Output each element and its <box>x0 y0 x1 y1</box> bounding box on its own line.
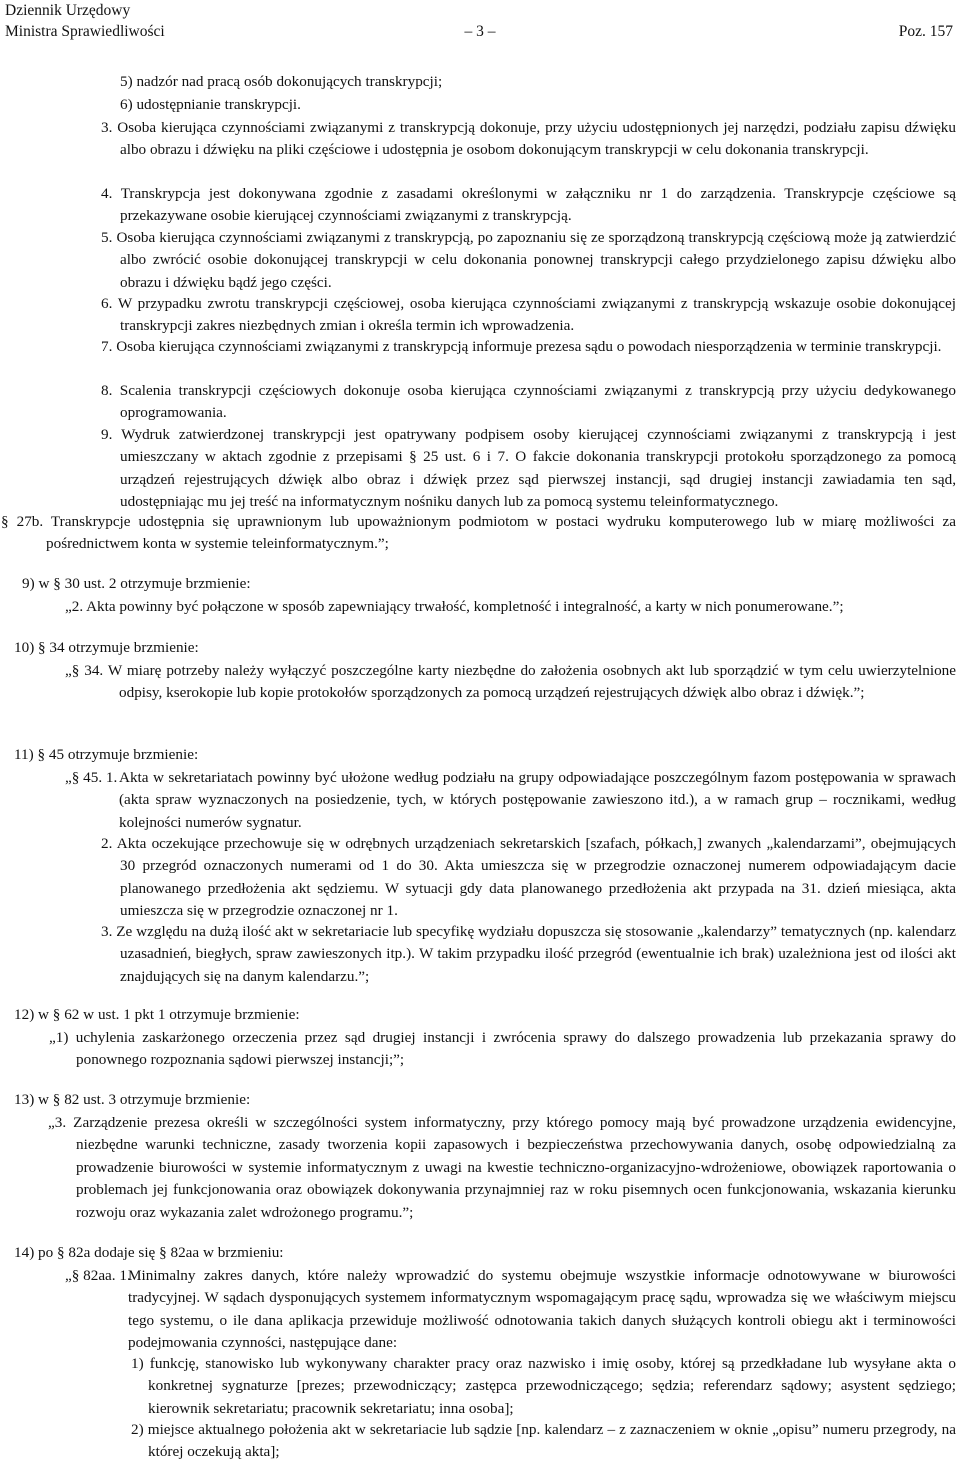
paragraph-6: 6. W przypadku zwrotu transkrypcji częściowej, osoba kierująca czynnościami związanymi z transkrypcją wskazuje osobie dokonującej transkrypcji zakres niezbędnych zmian i określa termin ich wprowadzenia. <box>101 295 956 335</box>
paragraph-7: 7. Osoba kierująca czynnościami związanymi z transkrypcją informuje prezesa sądu o powodach niesporządzenia w terminie transkrypcji. <box>101 338 942 355</box>
paragraph-9: 9. Wydruk zatwierdzonej transkrypcji jest opatrywany podpisem osoby kierującej czynnościami związanymi z transkrypcją i jest umieszczany w aktach zgodnie z przepisami § 25 ust. 6 i 7. O fakcie dokonania transkrypcji protokołu sporządzonego za pomocą urządzeń rejestrujących dźwięk albo obraz i dźwięk przez sąd pierwszej instancji, sąd drugiej instancji zawiadamia ten sąd, udostępniając mu jej treść na informatycznym nośniku danych lub za pomocą systemu teleinformatycznego. <box>101 426 956 511</box>
amendment-11-point-1: Akta w sekretariatach powinny być ułożone według podziału na grupy odpowiadające poszczególnym fazom postępowania w sprawach (akta spraw wyznaczonych na posiedzenie, tych, w których postępowanie zawieszono itd.), a w ramach grup – rocznikami, według kolejności numerów sygnatur. <box>119 769 956 831</box>
amendment-14-lead: „§ 82aa. 1. <box>65 1267 131 1284</box>
amendment-9-text: „2. Akta powinny być połączone w sposób zapewniający trwałość, kompletność i integralność, a karty w nich ponumerowane.”; <box>65 598 844 615</box>
amendment-14-heading: 14) po § 82a dodaje się § 82aa w brzmieniu: <box>14 1244 284 1261</box>
amendment-12-text: „1) uchylenia zaskarżonego orzeczenia przez sąd drugiej instancji i zwrócenia sprawy do dalszego prowadzenia lub przekazania sprawy do ponownego rozpoznania sądowi pierwszej instancji;”; <box>49 1029 956 1069</box>
paragraph-4: 4. Transkrypcja jest dokonywana zgodnie z zasadami określonymi w załączniku nr 1 do zarządzenia. Transkrypcje częściowe są przekazywane osobie kierującej czynnościami związanymi z transkrypcją. <box>101 185 956 225</box>
amendment-14-subpoint-2: 2) miejsce aktualnego położenia akt w sekretariacie lub sądzie [np. kalendarz – z zaznaczeniem w oknie „opisu” numeru przegrody, na której oczekują akta]; <box>131 1421 956 1461</box>
amendment-9-heading: 9) w § 30 ust. 2 otrzymuje brzmienie: <box>22 575 251 592</box>
amendment-14-point-1-first: Minimalny zakres danych, które należy wprowadzić do systemu obejmuje wszystkie informacje odnotowywane w biurowości tradycyjnej. W sądach dysponujących systemem informatycznym wspomagającym pracę sądu, wprowadza się we właściwym miejscu tego systemu, o ile dana aplikacja przewiduje możliwość odnotowania takich danych służących kontroli obiegu akt i terminowości podejmowania czynności, następujące dane: <box>128 1267 956 1352</box>
amendment-11-point-2: 2. Akta oczekujące przechowuje się w odrębnych urządzeniach sekretarskich [szafach, półkach,] zwanych „kalendarzami”, obejmujących 30 przegród oznaczonych numerami od 1 do 30. Akta umieszcza się w przegrodzie oznaczonej numerem odpowiadającym dacie planowanego przedłożenia akt sędziemu. W sytuacji gdy data planowanego przedłożenia akt przypada na 31. dzień miesiąca, akta umieszcza się w przegrodzie oznaczonej nr 1. <box>101 835 956 920</box>
amendment-10-heading: 10) § 34 otrzymuje brzmienie: <box>14 639 199 656</box>
page-number: – 3 – <box>464 23 496 40</box>
page-header <box>5 0 955 44</box>
paragraph-8: 8. Scalenia transkrypcji częściowych dokonuje osoba kierująca czynnościami związanymi z transkrypcją przy użyciu dedykowanego oprogramowania. <box>101 382 956 422</box>
paragraph-5: 5. Osoba kierująca czynnościami związanymi z transkrypcją, po zapoznaniu się ze sporządzoną transkrypcją częściową może ją zatwierdzić albo zwrócić osobie dokonującej transkrypcji w celu dokonania ponownej transkrypcji całego przydzielonego zapisu dźwięku albo obrazu i dźwięku bądź jego części. <box>101 229 956 291</box>
item-5: 5) nadzór nad pracą osób dokonujących transkrypcji; <box>120 73 443 90</box>
amendment-13-heading: 13) w § 82 ust. 3 otrzymuje brzmienie: <box>14 1091 251 1108</box>
amendment-13-text: „3. Zarządzenie prezesa określi w szczególności system informatyczny, przy którego pomocy mają być prowadzone urządzenia ewidencyjne, niezbędne warunki techniczne, zasady tworzenia kopii zapasowych i bezpieczeństwa przechowywania danych, osobę odpowiedzialną za prowadzenie biurowości w systemie informatycznym z uwagi na kwestie techniczno-organizacyjno-wdrożeniowe, obowiązek raportowania o problemach jej funkcjonowania oraz obowiązek dokonywania przynajmniej raz w roku pisemnych ocen funkcjonowania, wskazania kierunku rozwoju oraz wykazania zalet wdrożonego programu.”; <box>48 1114 956 1221</box>
amendment-10-text: „§ 34. W miarę potrzeby należy wyłączyć poszczególne karty niezbędne do założenia osobnych akt lub sporządzić w tym celu uwierzytelnione odpisy, kserokopie lub kopie protokołów sporządzonych za pomocą urządzeń rejestrujących dźwięk albo obraz i dźwięk.”; <box>65 662 956 702</box>
amendment-11-heading: 11) § 45 otrzymuje brzmienie: <box>14 746 199 763</box>
publication-title: Dziennik Urzędowy <box>5 2 131 19</box>
amendment-12-heading: 12) w § 62 w ust. 1 pkt 1 otrzymuje brzmienie: <box>14 1006 300 1023</box>
position-number: Poz. 157 <box>898 23 953 40</box>
paragraph-3: 3. Osoba kierująca czynnościami związanymi z transkrypcją dokonuje, przy użyciu udostępnionych jej narzędzi, podziału zapisu dźwięku albo obrazu i dźwięku na pliki częściowe i udostępnia je osobom dokonującym transkrypcji w celu dokonania transkrypcji. <box>101 119 956 159</box>
section-27b: § 27b. Transkrypcje udostępnia się uprawnionym lub upoważnionym podmiotom w postaci wydruku komputerowego lub w miarę możliwości za pośrednictwem konta w systemie teleinformatycznym.”; <box>1 513 956 553</box>
amendment-14-subpoint-1: 1) funkcję, stanowisko lub wykonywany charakter pracy oraz nazwisko i imię osoby, której są przedkładane lub wysyłane akta o konkretnej sygnaturze [prezes; przewodniczący; zastępca przewodniczącego; sędzia; referendarz sądowy; asystent sędziego; kierownik sekretariatu; pracownik sekretariatu; inna osoba]; <box>131 1355 956 1417</box>
amendment-11-point-3: 3. Ze względu na dużą ilość akt w sekretariacie lub specyfikę wydziału dopuszcza się stosowanie „kalendarzy” tematycznych (np. kalendarz uzasadnień, biegłych, spraw zawieszonych itp.). W takim przypadku ilość przegród (ewentualnie ich brak) uzależniona jest od ilości akt znajdujących się na danym kalendarzu.”; <box>101 923 956 985</box>
ministry-name: Ministra Sprawiedliwości <box>5 23 165 40</box>
amendment-11-lead: „§ 45. 1. <box>65 769 118 786</box>
item-6: 6) udostępnianie transkrypcji. <box>120 96 301 113</box>
